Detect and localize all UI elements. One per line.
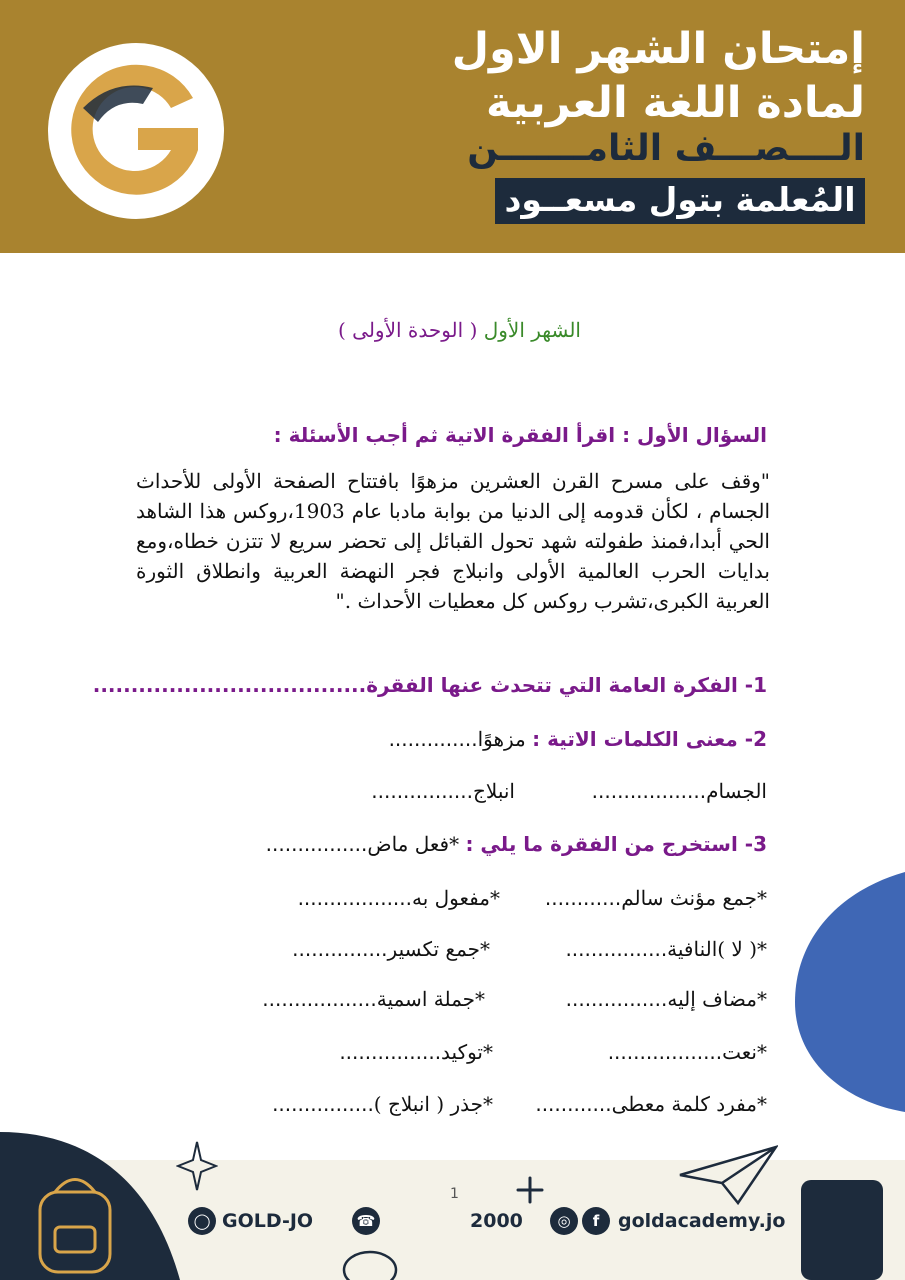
blue-shape-decoration (795, 872, 905, 1112)
answer-dots: .................. (297, 886, 412, 910)
extract-item (298, 886, 500, 910)
website-link[interactable]: goldacademy.jo (618, 1210, 786, 1232)
answer-dots: ................ (371, 779, 473, 803)
backpack-decoration (0, 1132, 180, 1280)
exam-subject: لمادة اللغة العربية (486, 78, 865, 128)
unit-label: ( الوحدة الأولى ) (337, 318, 478, 342)
reading-paragraph: "وقف على مسرح القرن العشرين مزهوًا بافتتاح الصفحة الأولى للأحداث الجسام ، لكأن قدومه إلى الدنيا من بوابة مادبا عام 1903،روكس هذا الشاهد الحي أبدا،فمنذ طفولته شهد تحول القبائل إلى تحضر سريع لا تتزن خطاه،ومع بدايات الحرب العالمية الأولى وانبلاج فجر النهضة العربية وانطلاق الثورة العربية الكبرى،تشرب روكس كل معطيات الأحداث ." (136, 469, 771, 613)
question-label: 3- استخرج من الفقرة ما يلي : (465, 832, 767, 856)
extract-item (535, 1092, 767, 1116)
extract-item (272, 1092, 493, 1116)
answer-dots: ................ (565, 987, 668, 1011)
page-number: 1 (450, 1186, 459, 1202)
header-banner (0, 0, 905, 253)
answer-dots: ............ (535, 1092, 612, 1116)
paper-plane-icon (678, 1145, 778, 1207)
extract-item (608, 1040, 767, 1064)
unit-subtitle (338, 318, 581, 342)
extract-label: *جمع تكسير (387, 937, 490, 961)
globe-icon: ◯ (188, 1207, 216, 1235)
extract-label: *مفرد كلمة معطى (611, 1092, 767, 1116)
question-item-3 (266, 832, 767, 856)
answer-dots: .................................... (92, 673, 367, 697)
question-label: 2- معنى الكلمات الاتية : (532, 727, 767, 751)
word-label: الجسام (706, 779, 767, 803)
answer-dots: .................. (607, 1040, 723, 1064)
extract-item (565, 937, 767, 961)
phone-icon: ☎ (352, 1207, 380, 1235)
phone-number: 2000 (470, 1210, 523, 1232)
question-label: 1- الفكرة العامة التي تتحدث عنها الفقرة (366, 673, 767, 697)
answer-dots: .................. (591, 779, 707, 803)
word-item (592, 779, 767, 803)
extract-label: *جمع مؤنث سالم (621, 886, 767, 910)
answer-dots: ................ (565, 937, 668, 961)
sparkle-icon (176, 1140, 218, 1192)
answer-dots: .............. (388, 727, 478, 751)
answer-dots: ................ (339, 1040, 442, 1064)
word-item (371, 779, 515, 803)
extract-label: *جملة اسمية (376, 987, 485, 1011)
plus-icon (515, 1175, 545, 1205)
chat-bubble-icon (340, 1246, 400, 1280)
brand-label: GOLD-JO (222, 1210, 314, 1232)
question-item-1 (93, 673, 767, 697)
answer-dots: ............... (292, 937, 388, 961)
exam-grade: الــــصـــف الثامـــــــن (467, 128, 865, 169)
extract-item (262, 987, 485, 1011)
extract-label: *توكيد (441, 1040, 493, 1064)
word-label: مزهوًا (477, 727, 526, 751)
extract-label: *( لا )النافية (667, 937, 767, 961)
instagram-icon: ◎ (550, 1207, 578, 1235)
extract-item (566, 987, 767, 1011)
answer-dots: ............ (544, 886, 622, 910)
question-item-2 (389, 727, 767, 751)
extract-item (545, 886, 767, 910)
answer-dots: .................. (262, 987, 377, 1011)
month-label: الشهر الأول (483, 318, 581, 342)
teacher-name: المُعلمة بتول مسعــود (495, 178, 865, 224)
exam-title: إمتحان الشهر الاول (451, 24, 865, 74)
extract-label: *فعل ماض (367, 832, 460, 856)
gold-academy-logo-icon (43, 38, 229, 224)
word-label: انبلاج (472, 779, 515, 803)
answer-dots: ................ (265, 832, 368, 856)
extract-label: *مفعول به (412, 886, 500, 910)
chat-shape-decoration (801, 1180, 883, 1280)
extract-label: *جذر ( انبلاج ) (373, 1092, 493, 1116)
extract-item (292, 937, 490, 961)
facebook-icon: f (582, 1207, 610, 1235)
extract-item (339, 1040, 493, 1064)
extract-label: *مضاف إليه (667, 987, 767, 1011)
extract-label: *نعت (722, 1040, 767, 1064)
answer-dots: ................ (272, 1092, 374, 1116)
question-title: السؤال الأول : اقرأ الفقرة الاتية ثم أجب الأسئلة : (273, 423, 767, 447)
